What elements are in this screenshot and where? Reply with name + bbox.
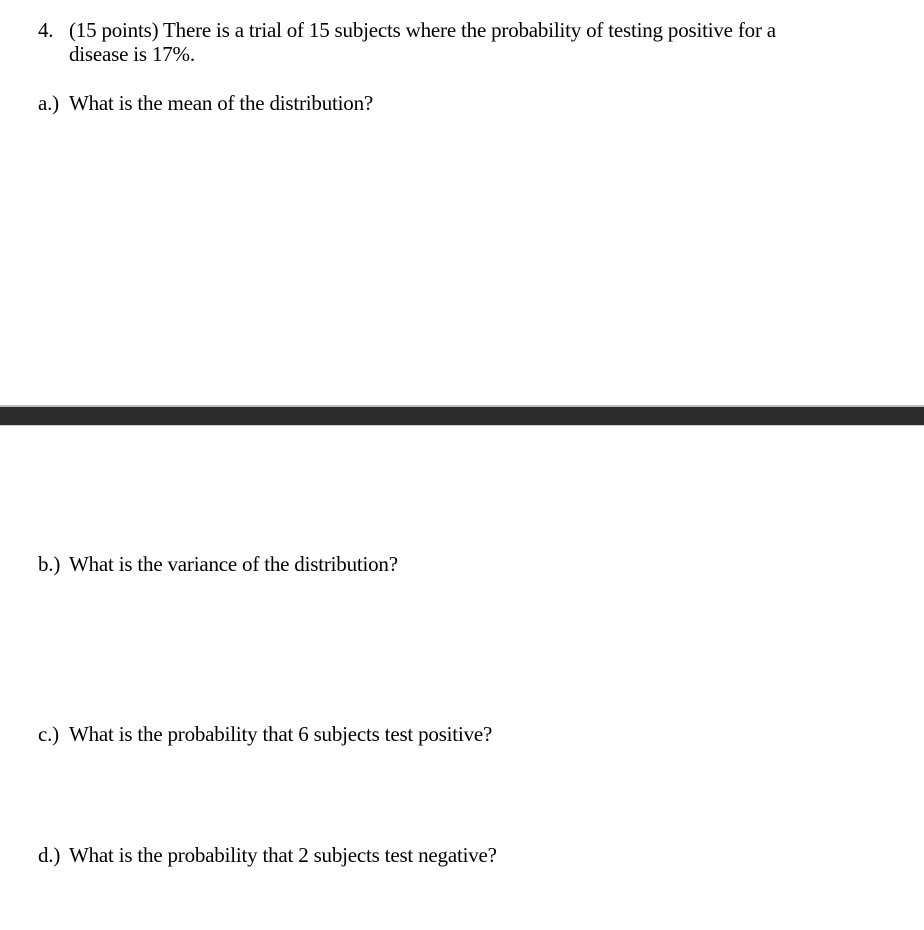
part-a-label: a.)	[38, 91, 59, 115]
part-b-label: b.)	[38, 552, 61, 576]
part-b-text: What is the variance of the distribution?	[69, 552, 398, 576]
divider-bottom-edge	[0, 425, 924, 426]
question-number: 4.	[38, 18, 54, 42]
question-text-line-1: (15 points) There is a trial of 15 subjects where the probability of testing positive for a	[69, 18, 776, 42]
part-d-label: d.)	[38, 843, 61, 867]
question-text-line-2: disease is 17%.	[69, 42, 195, 66]
part-c-text: What is the probability that 6 subjects test positive?	[69, 722, 493, 746]
part-a-text: What is the mean of the distribution?	[69, 91, 374, 115]
part-c-label: c.)	[38, 722, 59, 746]
divider-band	[0, 407, 924, 425]
part-d-text: What is the probability that 2 subjects test negative?	[69, 843, 497, 867]
